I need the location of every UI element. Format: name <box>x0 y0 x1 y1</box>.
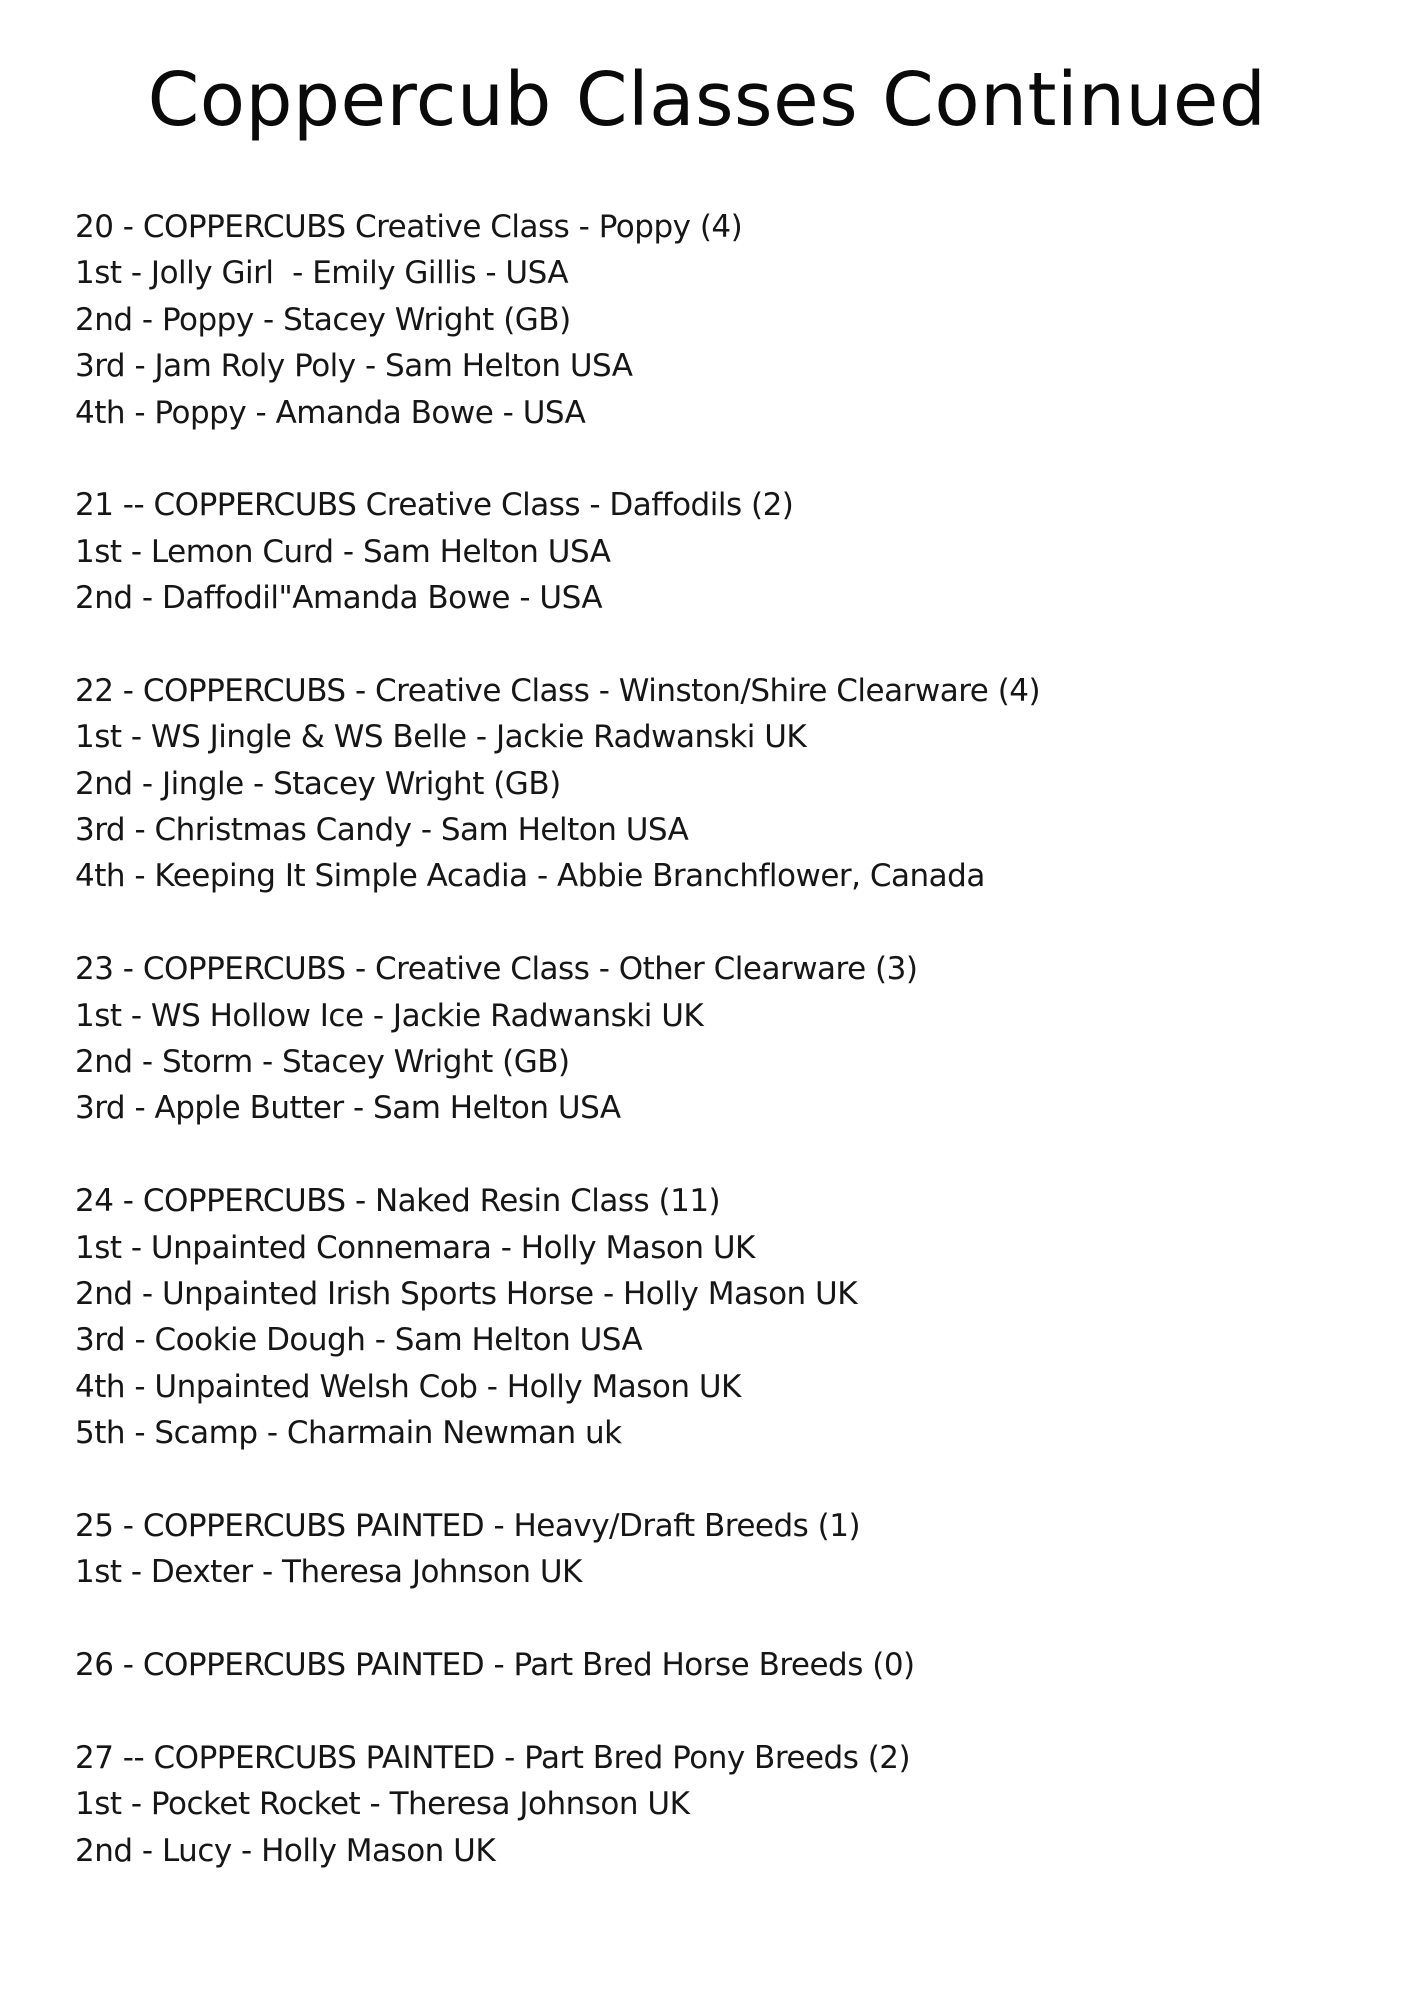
page-title: Coppercub Classes Continued <box>147 57 1267 143</box>
placing-line: 5th - Scamp - Charmain Newman uk <box>75 1415 622 1452</box>
placing-line: 1st - Pocket Rocket - Theresa Johnson UK <box>75 1786 690 1823</box>
placing-line: 2nd - Daffodil"Amanda Bowe - USA <box>75 580 603 617</box>
placing-line: 1st - Unpainted Connemara - Holly Mason UK <box>75 1229 755 1266</box>
class-heading: 23 - COPPERCUBS - Creative Class - Other Clearware (3) <box>75 951 918 988</box>
class-heading: 27 -- COPPERCUBS PAINTED - Part Bred Pony Breeds (2) <box>75 1739 911 1776</box>
placing-line: 2nd - Unpainted Irish Sports Horse - Holly Mason UK <box>75 1275 858 1312</box>
class-heading: 20 - COPPERCUBS Creative Class - Poppy (4) <box>75 209 743 245</box>
placing-line: 2nd - Lucy - Holly Mason UK <box>75 1832 496 1869</box>
class-20-block <box>75 204 1375 436</box>
placing-line: 2nd - Jingle - Stacey Wright (GB) <box>75 765 561 802</box>
placing-line: 3rd - Jam Roly Poly - Sam Helton USA <box>75 348 633 385</box>
class-25-block <box>75 1503 1375 1596</box>
class-21-block <box>75 482 1375 621</box>
placing-line: 1st - Jolly Girl - Emily Gillis - USA <box>75 255 569 292</box>
placing-line: 2nd - Poppy - Stacey Wright (GB) <box>75 301 571 338</box>
placing-line: 3rd - Christmas Candy - Sam Helton USA <box>75 812 689 849</box>
placing-line: 2nd - Storm - Stacey Wright (GB) <box>75 1044 570 1081</box>
class-heading: 21 -- COPPERCUBS Creative Class - Daffodils (2) <box>75 487 794 524</box>
class-22-block <box>75 668 1375 900</box>
class-heading: 25 - COPPERCUBS PAINTED - Heavy/Draft Breeds (1) <box>75 1507 861 1544</box>
placing-line: 4th - Keeping It Simple Acadia - Abbie Branchflower, Canada <box>75 858 985 895</box>
class-26-block <box>75 1642 1375 1688</box>
class-heading: 24 - COPPERCUBS - Naked Resin Class (11) <box>75 1183 721 1220</box>
placing-line: 1st - Lemon Curd - Sam Helton USA <box>75 533 611 570</box>
class-27-block <box>75 1735 1375 1874</box>
placing-line: 1st - WS Hollow Ice - Jackie Radwanski UK <box>75 997 704 1034</box>
results-list <box>75 204 1375 1920</box>
placing-line: 3rd - Apple Butter - Sam Helton USA <box>75 1090 621 1127</box>
placing-line: 1st - Dexter - Theresa Johnson UK <box>75 1554 582 1591</box>
class-heading: 26 - COPPERCUBS PAINTED - Part Bred Horse Breeds (0) <box>75 1647 915 1684</box>
placing-line: 1st - WS Jingle & WS Belle - Jackie Radwanski UK <box>75 719 807 756</box>
class-23-block <box>75 946 1375 1132</box>
class-24-block <box>75 1178 1375 1456</box>
placing-line: 3rd - Cookie Dough - Sam Helton USA <box>75 1322 643 1359</box>
class-heading: 22 - COPPERCUBS - Creative Class - Winston/Shire Clearware (4) <box>75 672 1041 709</box>
placing-line: 4th - Poppy - Amanda Bowe - USA <box>75 394 586 431</box>
placing-line: 4th - Unpainted Welsh Cob - Holly Mason UK <box>75 1368 741 1405</box>
